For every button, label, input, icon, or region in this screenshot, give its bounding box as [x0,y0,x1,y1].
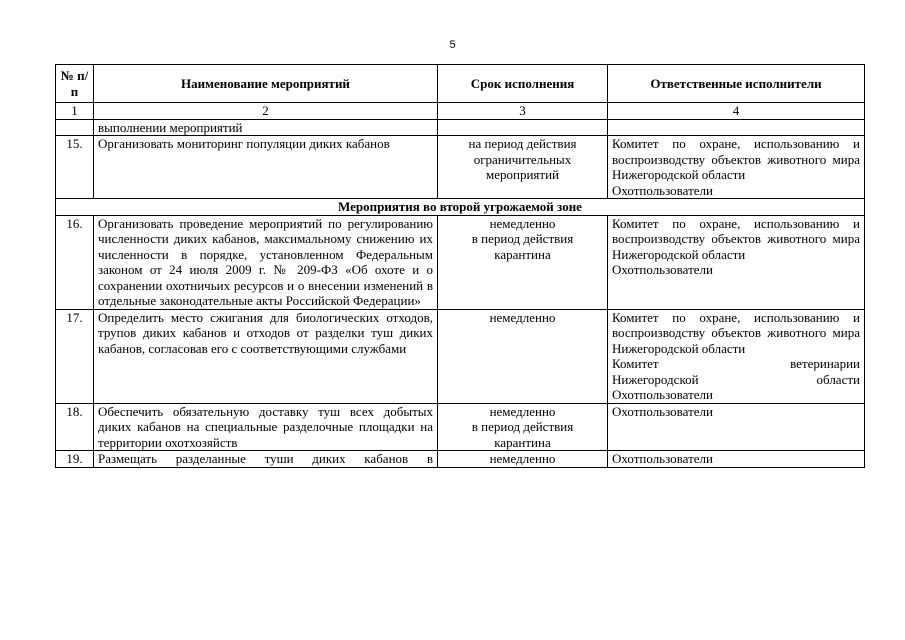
table-row [56,215,865,309]
deadline [438,215,608,309]
deadline: немедленно [438,309,608,403]
table-row [56,309,865,403]
section-row [56,199,865,216]
responsible-line [612,372,860,388]
measure-name: Организовать проведение мероприятий по регулированию численности диких кабанов, максимальному снижению их численности в порядке, установленном Федеральным законом от 24 июля 2009 г. № 209-ФЗ «Об охоте и о сохранении охотничьих ресурсов и о внесении изменений в отдельные законодательные акты Российской Федерации» [94,215,438,309]
responsible-line: Охотпользователи [612,387,713,402]
row-number: 17. [56,309,94,403]
deadline [438,403,608,451]
responsible [608,215,865,309]
row-number: 15. [56,136,94,199]
responsible-word: ветеринарии [790,356,860,371]
column-number-row [56,103,865,120]
column-number: 4 [608,103,865,120]
responsible-line: Комитет по охране, использованию и воспроизводству объектов животного мира Нижегородской области [612,136,860,182]
deadline-line: в период действия карантина [471,231,574,262]
header-num: № п/п [56,65,94,103]
responsible-word: области [816,371,860,387]
column-number: 1 [56,103,94,120]
deadline-line: в период действия карантина [471,419,574,450]
continuation-text: выполнении мероприятий [94,119,438,136]
header-row [56,65,865,103]
row-number: 19. [56,451,94,468]
page-number: 5 [449,39,456,51]
responsible-line: Комитет по охране, использованию и воспроизводству объектов животного мира Нижегородской области [612,309,860,356]
row-number: 18. [56,403,94,451]
responsible-line: Охотпользователи [612,262,713,277]
responsible-line: Охотпользователи [612,182,713,198]
responsible [608,451,865,468]
measure-name: Организовать мониторинг популяции диких кабанов [94,136,438,199]
measures-table [55,64,865,468]
table-row [56,136,865,199]
responsible-line: Охотпользователи [612,451,713,466]
responsible [608,136,865,199]
measure-name: Размещать разделанные туши диких кабанов в [94,451,438,468]
column-number: 3 [438,103,608,120]
responsible-line [612,356,860,372]
deadline: немедленно [438,451,608,468]
deadline-line: немедленно [489,215,556,231]
continuation-row [56,119,865,136]
responsible-line: Комитет по охране, использованию и воспроизводству объектов животного мира Нижегородской области [612,215,860,262]
responsible-word: Нижегородской [612,371,699,387]
header-responsible: Ответственные исполнители [608,65,865,103]
deadline: на период действия ограничительных мероприятий [438,136,608,199]
deadline-line: немедленно [489,403,556,419]
table-row [56,403,865,451]
responsible [608,403,865,451]
header-name: Наименование мероприятий [94,65,438,103]
responsible-line: Охотпользователи [612,403,713,419]
header-deadline: Срок исполнения [438,65,608,103]
section-title: Мероприятия во второй угрожаемой зоне [56,199,865,216]
table-row [56,451,865,468]
measure-name: Определить место сжигания для биологических отходов, трупов диких кабанов и отходов от разделки туш диких кабанов, согласовав его с соответствующими службами [94,309,438,403]
measure-name: Обеспечить обязательную доставку туш всех добытых диких кабанов на специальные разделочные площадки на территории охотхозяйств [94,403,438,451]
responsible [608,309,865,403]
responsible-word: Комитет [612,356,659,371]
row-number: 16. [56,215,94,309]
column-number: 2 [94,103,438,120]
